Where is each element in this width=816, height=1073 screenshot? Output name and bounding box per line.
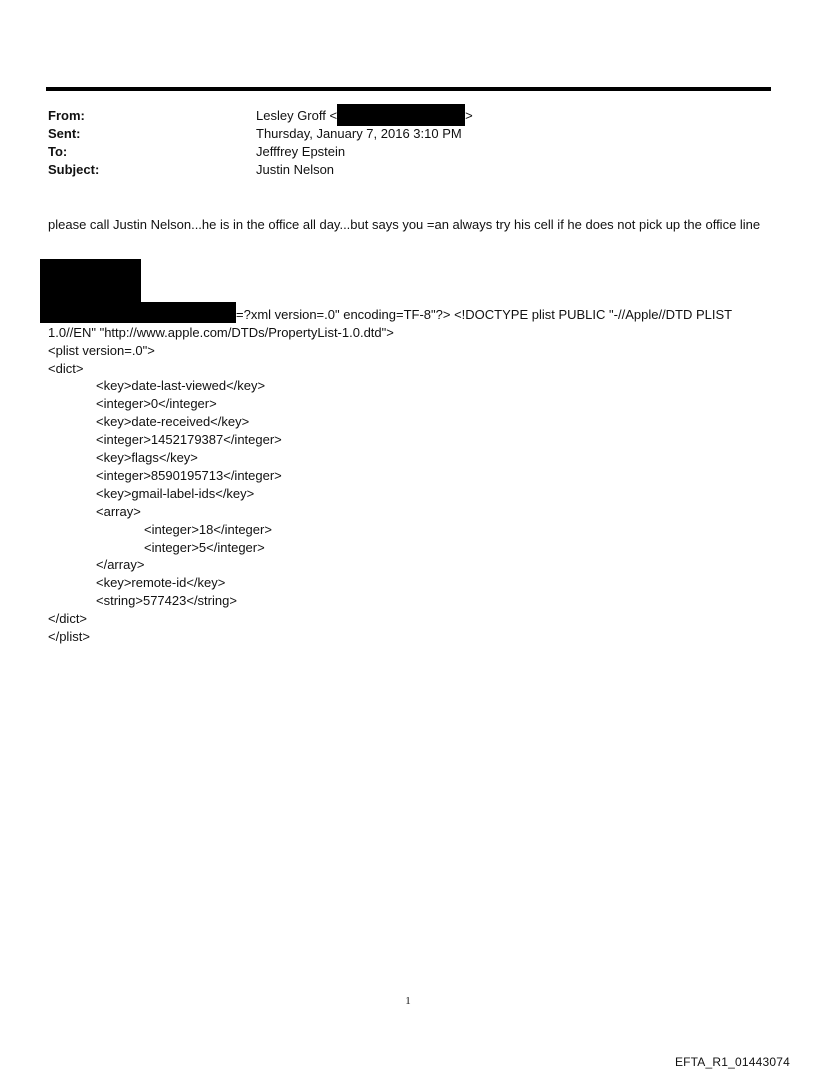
xml-line: <integer>5</integer> (144, 540, 265, 555)
xml-line: <integer>8590195713</integer> (96, 468, 282, 483)
redaction-box (337, 104, 465, 126)
from-label: From: (48, 108, 85, 123)
from-open-bracket: < (329, 108, 338, 123)
header-rule (46, 87, 771, 91)
xml-line: <integer>18</integer> (144, 522, 272, 537)
email-header (48, 107, 768, 183)
bates-number: EFTA_R1_01443074 (674, 1055, 790, 1069)
from-name: Lesley Groff (256, 108, 326, 123)
xml-line: </plist> (48, 629, 90, 644)
to-value: Jefffrey Epstein (256, 144, 346, 159)
xml-line: </dict> (48, 611, 88, 626)
xml-line: <array> (96, 504, 141, 519)
xml-line: <key>remote-id</key> (96, 575, 226, 590)
message-body: please call Justin Nelson...he is in the office all day...but says you =an always try his cell if he does not pick up the office line (48, 217, 761, 232)
xml-line: <key>date-last-viewed</key> (96, 378, 266, 393)
xml-line: </array> (96, 557, 145, 572)
subject-value: Justin Nelson (256, 162, 335, 177)
xml-line: <integer>1452179387</integer> (96, 432, 282, 447)
xml-line: <key>gmail-label-ids</key> (96, 486, 255, 501)
to-label: To: (48, 144, 68, 159)
from-close-bracket: > (465, 108, 473, 123)
from-value (256, 107, 473, 126)
xml-line: <key>flags</key> (96, 450, 198, 465)
xml-line: <dict> (48, 361, 84, 376)
sent-value: Thursday, January 7, 2016 3:10 PM (256, 126, 462, 141)
redaction-box (40, 302, 236, 323)
xml-line: <integer>0</integer> (96, 396, 217, 411)
xml-line: 1.0//EN" "http://www.apple.com/DTDs/PropertyList-1.0.dtd"> (48, 325, 394, 340)
sent-label: Sent: (48, 126, 81, 141)
xml-line: <key>date-received</key> (96, 414, 250, 429)
xml-line: =?xml version=.0" encoding=TF-8"?> <!DOCTYPE plist PUBLIC "-//Apple//DTD PLIST (236, 307, 733, 322)
redaction-box (40, 259, 141, 303)
page-number: 1 (405, 995, 411, 1007)
subject-label: Subject: (48, 162, 100, 177)
xml-line: <plist version=.0"> (48, 343, 155, 358)
xml-line: <string>577423</string> (96, 593, 237, 608)
